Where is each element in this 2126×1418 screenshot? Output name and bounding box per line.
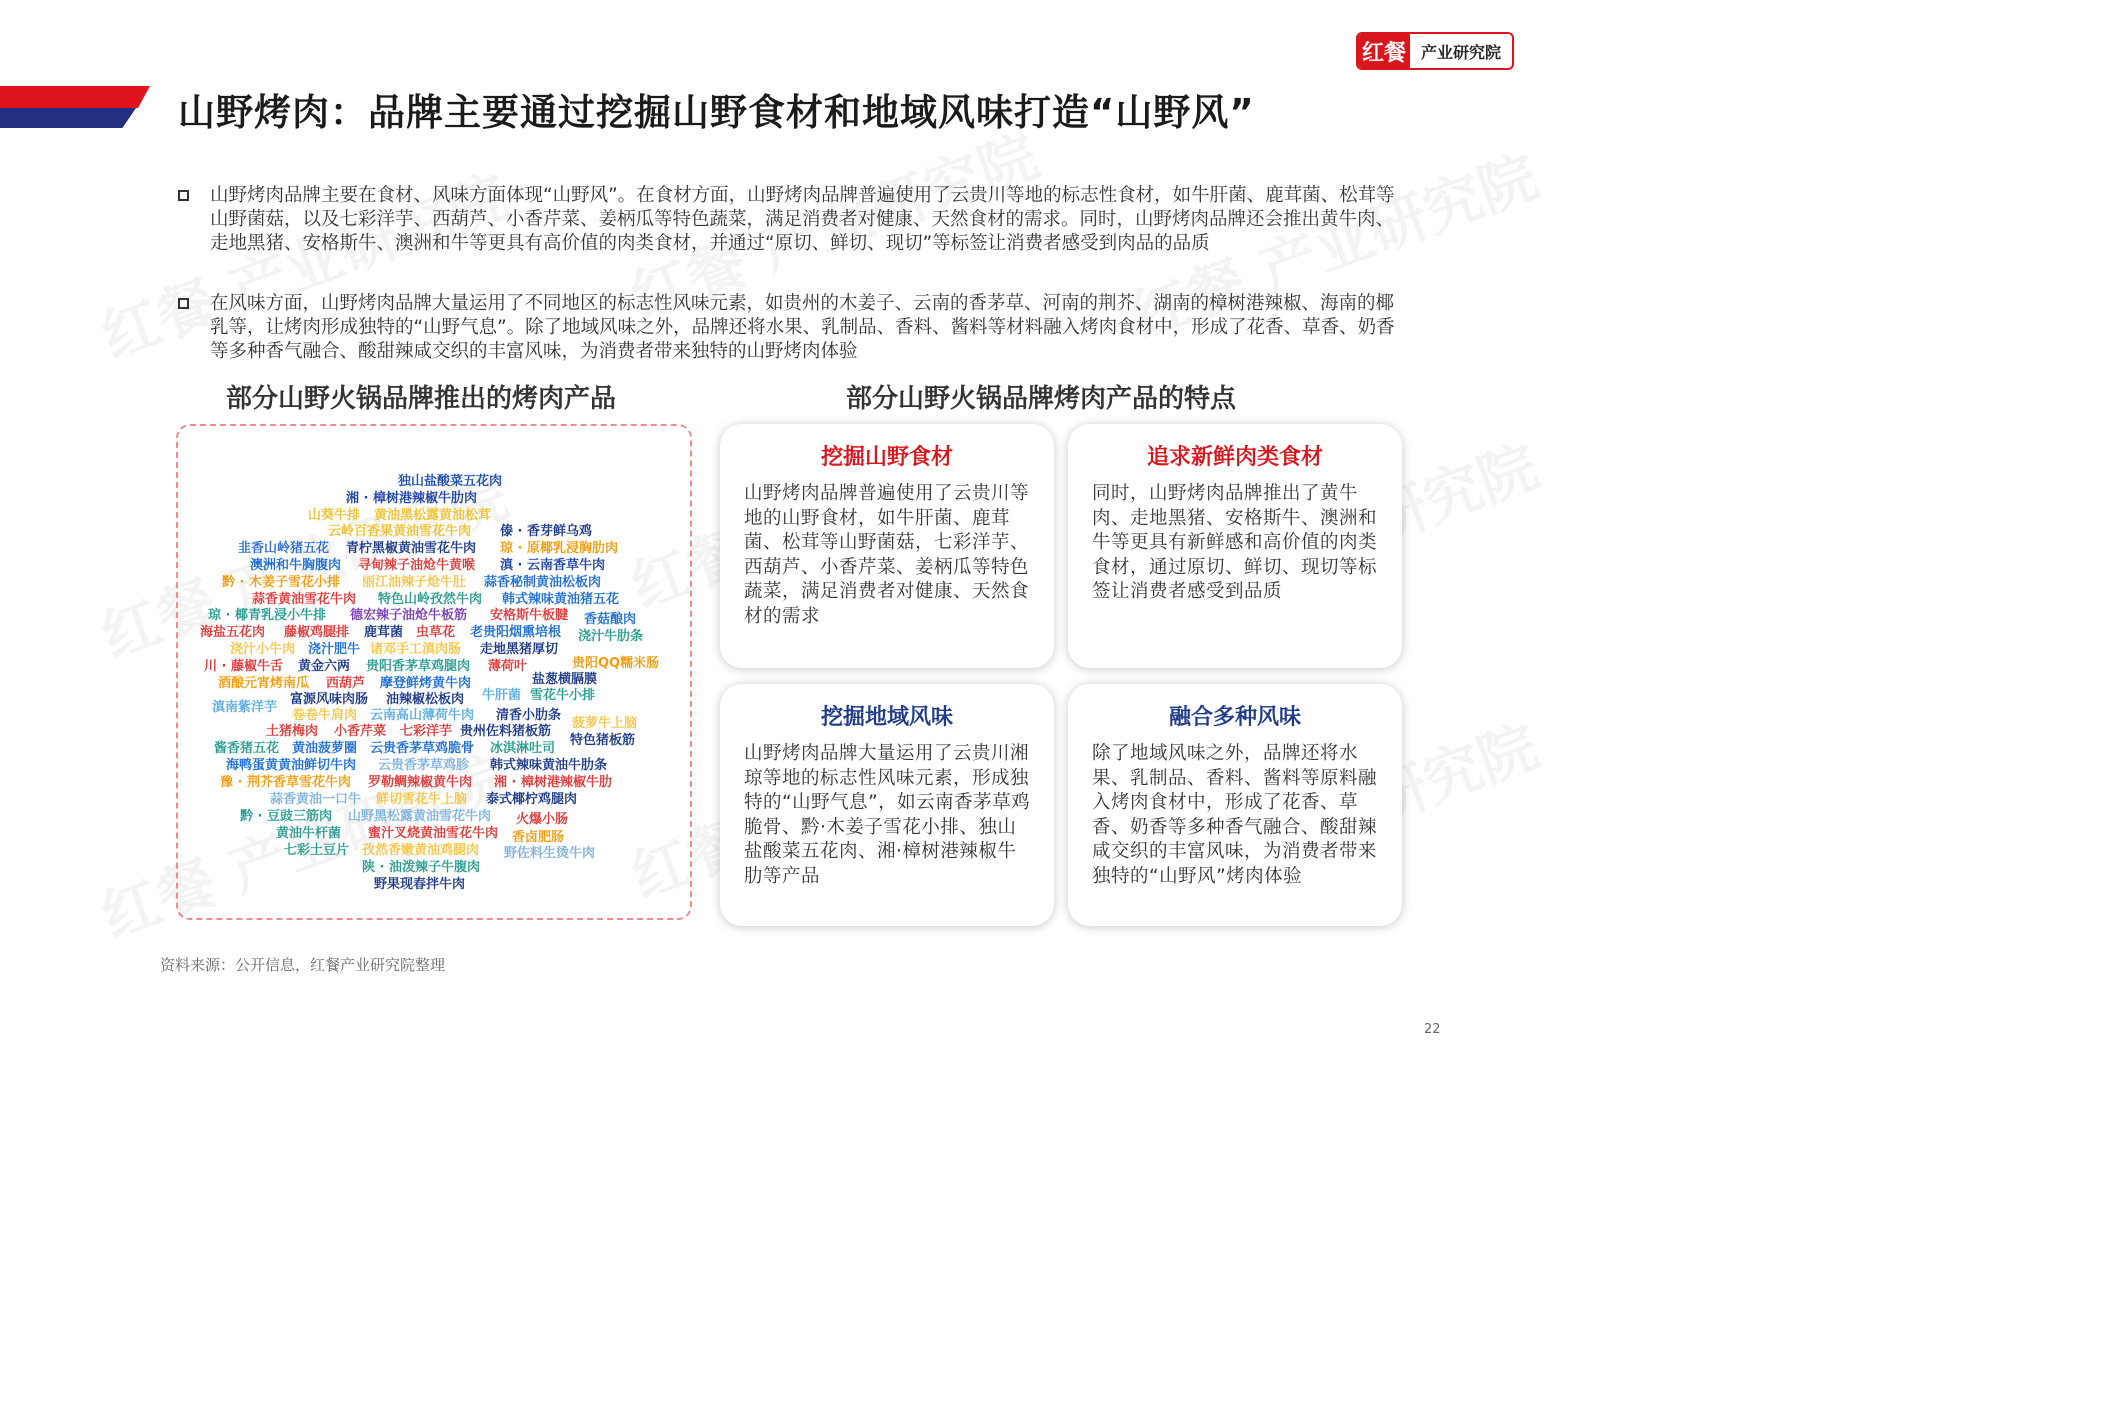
cloud-word: 安格斯牛板腱 (490, 608, 569, 623)
cloud-word: 黄油黑松露黄油松茸 (374, 508, 492, 523)
cloud-word: 七彩土豆片 (284, 843, 350, 858)
cloud-word: 富源风味肉肠 (290, 692, 369, 707)
cloud-word: 云贵香茅草鸡胗 (378, 758, 470, 773)
bullet-paragraph (178, 292, 1398, 364)
card-body: 山野烤肉品牌大量运用了云贵川湘琼等地的标志性风味元素，形成独特的“山野气息”，如云南香茅草鸡脆骨、黔·木姜子雪花小排、独山盐酸菜五花肉、湘·樟树港辣椒牛肋等产品 (744, 743, 1031, 887)
cloud-word: 西葫芦 (326, 676, 366, 691)
cloud-word: 摩登鲜烤黄牛肉 (380, 676, 472, 691)
feature-card (720, 424, 1054, 668)
cloud-word: 青柠黑椒黄油雪花牛肉 (346, 541, 477, 556)
card-body: 山野烤肉品牌普遍使用了云贵川等地的山野食材，如牛肝菌、鹿茸菌、松茸等山野菌菇，七彩洋芋、西葫芦、小香芹菜、姜柄瓜等特色蔬菜，满足消费者对健康、天然食材的需求 (744, 483, 1030, 627)
source-note: 资料来源：公开信息，红餐产业研究院整理 (160, 956, 446, 974)
cloud-word: 清香小肋条 (496, 708, 562, 723)
cloud-word: 野果现春拌牛肉 (374, 877, 466, 892)
cloud-word: 土猪梅肉 (266, 724, 319, 739)
cloud-word: 川 · 藤椒牛舌 (204, 659, 283, 674)
cloud-word: 黄金六两 (298, 659, 351, 674)
bullet-text: 山野烤肉品牌主要在食材、风味方面体现“山野风”。在食材方面，山野烤肉品牌普遍使用了云贵川等地的标志性食材，如牛肝菌、鹿茸菌、松茸等山野菌菇，以及七彩洋芋、西葫芦、小香芹菜、姜柄瓜等特色蔬菜，满足消费者对健康、天然食材的需求。同时，山野烤肉品牌还会推出黄牛肉、走地黑猪、安格斯牛、澳洲和牛等更具有高价值的肉类食材，并通过“原切、鲜切、现切”等标签让消费者感受到肉品的品质 (210, 185, 1395, 254)
cloud-word: 云南高山薄荷牛肉 (370, 708, 475, 723)
cloud-word: 牛肝菌 (482, 688, 522, 703)
word-cloud-frame (176, 424, 692, 920)
cloud-word: 贵阳香茅草鸡腿肉 (366, 659, 471, 674)
cloud-word: 云贵香茅草鸡脆骨 (370, 741, 475, 756)
square-bullet-icon (178, 190, 189, 201)
cloud-word: 浇汁小牛肉 (230, 642, 296, 657)
cloud-word: 黄油菠萝圈 (292, 741, 358, 756)
card-heading: 挖掘山野食材 (820, 445, 953, 470)
cloud-word: 特色猪板筋 (570, 733, 636, 748)
card-body: 除了地域风味之外，品牌还将水果、乳制品、香料、酱料等原料融入烤肉食材中，形成了花香、草香、奶香等多种香气融合、酸甜辣咸交织的丰富风味，为消费者带来独特的“山野风”烤肉体验 (1092, 743, 1378, 887)
cloud-word: 韩式辣味黄油猪五花 (502, 592, 620, 607)
title-accent-red (0, 86, 150, 108)
cloud-word: 油辣椒松板肉 (386, 692, 465, 707)
cloud-word: 鹿茸菌 (364, 625, 404, 640)
logo-mark: 红餐 (1358, 34, 1410, 68)
cloud-word: 独山盐酸菜五花肉 (398, 474, 503, 489)
cloud-word: 蒜香黄油一口牛 (270, 792, 362, 807)
cloud-word: 蒜香秘制黄油松板肉 (484, 575, 602, 590)
cloud-word: 澳洲和牛胸腹肉 (250, 558, 342, 573)
cloud-word: 野佐料生烫牛肉 (504, 846, 596, 861)
card-heading: 挖掘地域风味 (820, 705, 953, 730)
feature-card (1068, 424, 1402, 668)
page-title: 山野烤肉：品牌主要通过挖掘山野食材和地域风味打造“山野风” (178, 91, 1255, 134)
cloud-word: 虫草花 (416, 625, 456, 640)
cloud-word: 盐葱横膈膜 (532, 672, 598, 687)
cloud-word: 黔 · 木姜子雪花小排 (222, 575, 340, 590)
cloud-word: 薄荷叶 (488, 659, 528, 674)
cloud-word: 丽江油辣子炝牛肚 (362, 575, 467, 590)
feature-card (720, 684, 1054, 926)
cloud-word: 云岭百香果黄油雪花牛肉 (328, 524, 472, 539)
cloud-word: 鲜切雪花牛上脑 (376, 792, 468, 807)
cloud-word: 琼 · 原椰乳浸胸肋肉 (500, 541, 618, 556)
logo-text: 产业研究院 (1420, 42, 1501, 62)
cloud-word: 菠萝牛上脑 (572, 716, 638, 731)
cloud-word: 藤椒鸡腿排 (284, 625, 350, 640)
cloud-word: 陕 · 油泼辣子牛腹肉 (362, 860, 480, 875)
cloud-word: 蒜香黄油雪花牛肉 (252, 592, 357, 607)
cloud-word: 走地黑猪厚切 (480, 642, 559, 657)
cloud-word: 蜜汁叉烧黄油雪花牛肉 (368, 826, 499, 841)
cloud-word: 酱香猪五花 (214, 741, 280, 756)
cloud-word: 韩式辣味黄油牛肋条 (490, 758, 608, 773)
cloud-word: 浇汁牛肋条 (578, 629, 644, 644)
cloud-word: 雪花牛小排 (530, 688, 596, 703)
card-heading: 融合多种风味 (1168, 705, 1301, 730)
cloud-word: 滇 · 云南香草牛肉 (500, 558, 605, 573)
cloud-word: 七彩洋芋 (400, 724, 453, 739)
cloud-word: 寻甸辣子油炝牛黄喉 (358, 558, 476, 573)
cloud-word: 火爆小肠 (516, 812, 569, 827)
cloud-word: 小香芹菜 (334, 724, 387, 739)
brand-logo (1356, 32, 1514, 70)
page-number: 22 (1424, 1022, 1441, 1037)
cloud-word: 德宏辣子油炝牛板筋 (350, 608, 468, 623)
cloud-word: 冰淇淋吐司 (490, 741, 556, 756)
cloud-word: 贵州佐料猪板筋 (460, 724, 552, 739)
cloud-word: 黔 · 豆豉三筋肉 (240, 809, 332, 824)
cloud-word: 香卤肥肠 (512, 830, 565, 845)
cloud-word: 罗勒鲷辣椒黄牛肉 (368, 775, 473, 790)
cloud-word: 湘 · 樟树港辣椒牛肋 (494, 775, 612, 790)
title-accent-navy (0, 108, 136, 128)
cloud-word: 滇南紫洋芋 (212, 700, 278, 715)
cloud-word: 山葵牛排 (308, 508, 361, 523)
bullet-paragraph (178, 184, 1398, 256)
cloud-word: 老贵阳烟熏培根 (470, 625, 562, 640)
right-section-heading: 部分山野火锅品牌烤肉产品的特点 (846, 384, 1237, 414)
cloud-word: 豫 · 荆芥香草雪花牛肉 (220, 775, 351, 790)
cloud-word: 湘 · 樟树港辣椒牛肋肉 (346, 491, 477, 506)
cloud-word: 海鸭蛋黄黄油鲜切牛肉 (226, 758, 357, 773)
left-section-heading: 部分山野火锅品牌推出的烤肉产品 (226, 384, 617, 414)
cloud-word: 贵阳QQ糯米肠 (572, 656, 660, 671)
card-body: 同时，山野烤肉品牌推出了黄牛肉、走地黑猪、安格斯牛、澳洲和牛等更具有新鲜感和高价值的肉类食材，通过原切、鲜切、现切等标签让消费者感受到品质 (1092, 483, 1378, 602)
square-bullet-icon (178, 298, 189, 309)
card-heading: 追求新鲜肉类食材 (1146, 445, 1323, 470)
cloud-word: 海盐五花肉 (200, 625, 266, 640)
cloud-word: 琼 · 椰青乳浸小牛排 (208, 608, 326, 623)
bullet-text: 在风味方面，山野烤肉品牌大量运用了不同地区的标志性风味元素，如贵州的木姜子、云南的香茅草、河南的荆芥、湖南的樟树港辣椒、海南的椰乳等，让烤肉形成独特的“山野气息”。除了地域风味之外，品牌还将水果、乳制品、香料、酱料等材料融入烤肉食材中，形成了花香、草香、奶香等多种香气融合、酸甜辣咸交织的丰富风味，为消费者带来独特的山野烤肉体验 (210, 293, 1395, 362)
cloud-word: 黄油牛杆菌 (276, 826, 342, 841)
cloud-word: 诸邓手工滇肉肠 (370, 642, 462, 657)
cloud-word: 特色山岭孜然牛肉 (378, 592, 483, 607)
cloud-word: 卷卷牛肩肉 (292, 708, 358, 723)
cloud-word: 孜然香嫩黄油鸡腿肉 (362, 843, 480, 858)
cloud-word: 韭香山岭猪五花 (238, 541, 330, 556)
cloud-word: 酒酿元宵烤南瓜 (218, 676, 310, 691)
cloud-word: 山野黑松露黄油雪花牛肉 (348, 809, 492, 824)
cloud-word: 傣 · 香芽鲜乌鸡 (500, 524, 592, 539)
cloud-word: 浇汁肥牛 (308, 642, 361, 657)
word-cloud (178, 426, 690, 918)
feature-card (1068, 684, 1402, 926)
cloud-word: 泰式椰柠鸡腿肉 (486, 792, 578, 807)
cloud-word: 香菇酿肉 (584, 612, 637, 627)
